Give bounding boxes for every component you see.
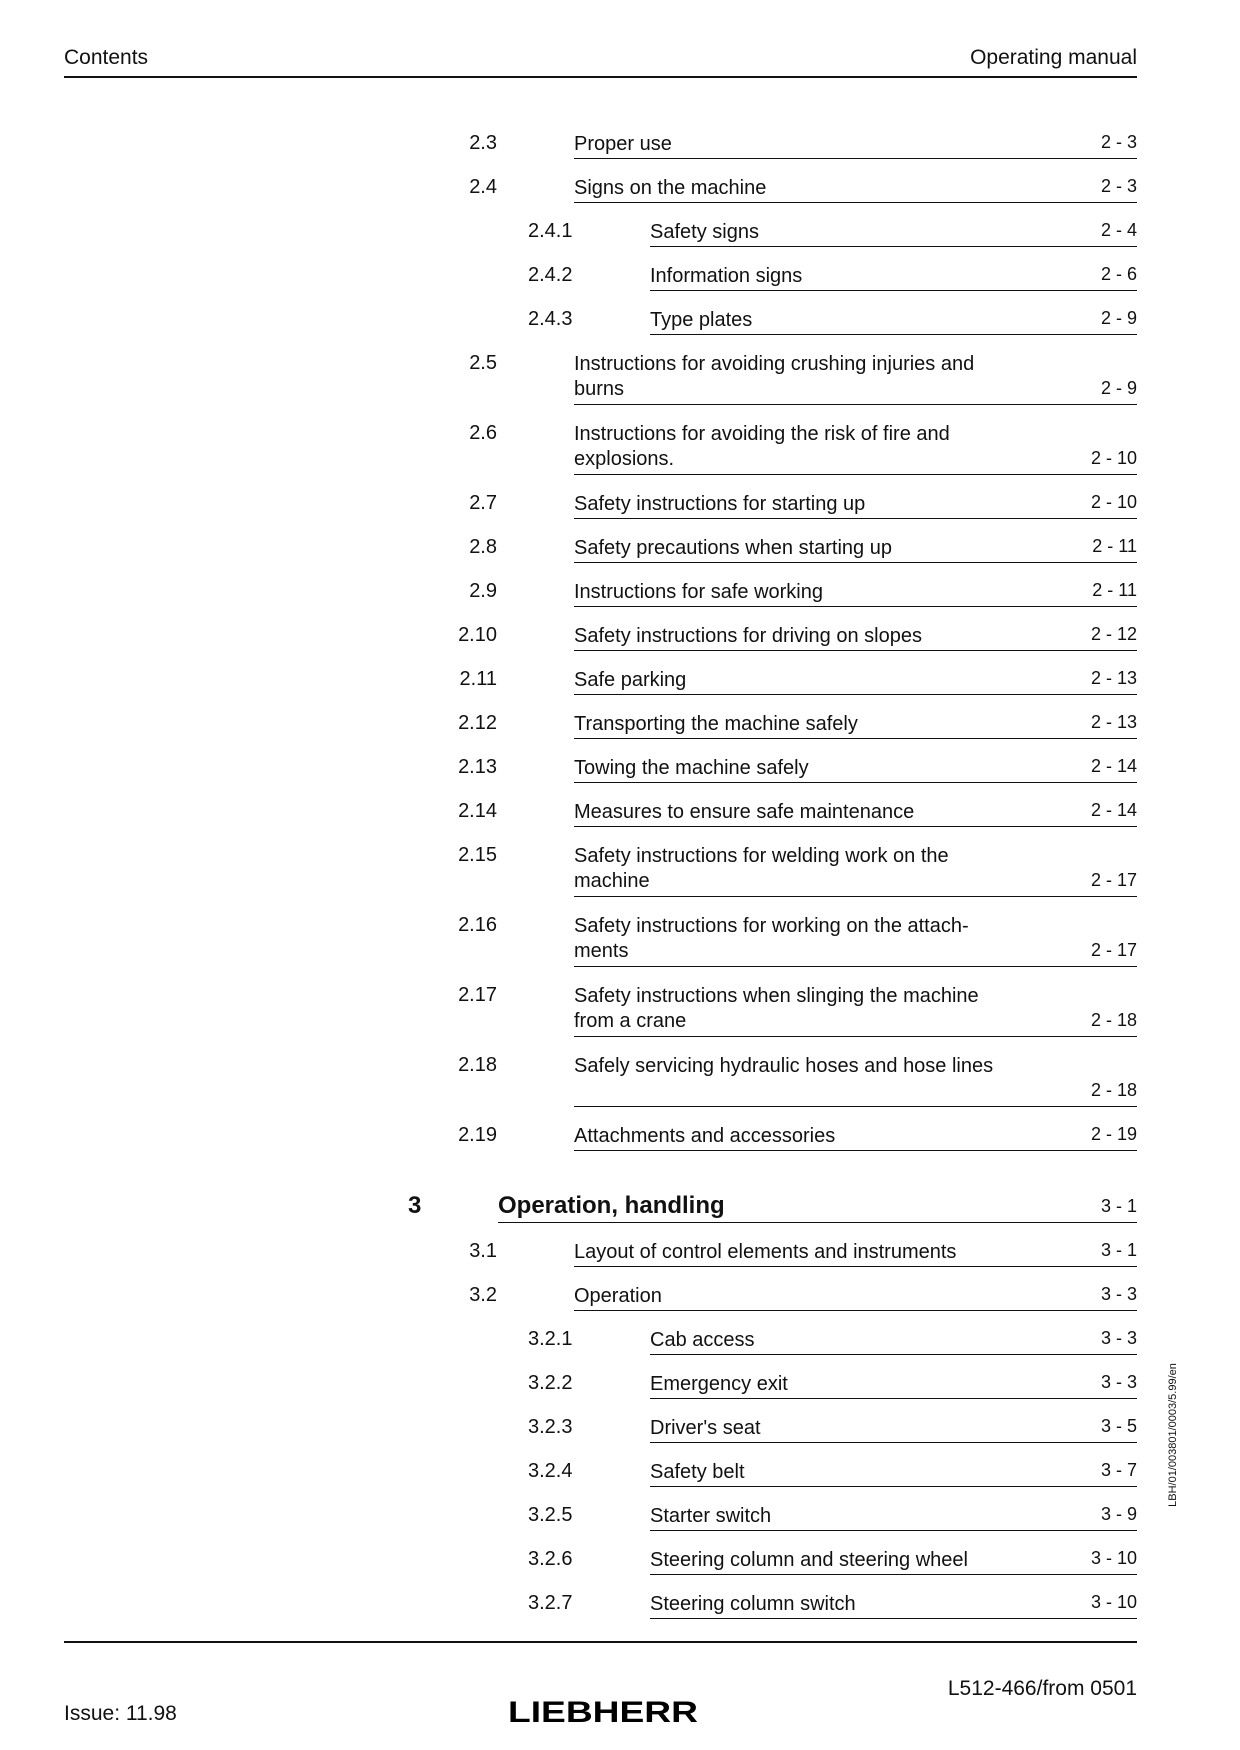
toc-entry-title-box — [574, 984, 1137, 1037]
toc-entry-title: Attachments and accessories — [574, 1125, 836, 1147]
toc-entry-number: 2.6 — [469, 422, 497, 444]
toc-entry-page: 3 - 7 — [1100, 1460, 1137, 1480]
issue-date: Issue: 11.98 — [64, 1702, 177, 1725]
toc-entry-title-box — [574, 1124, 1137, 1151]
toc-entry-number: 2.17 — [458, 984, 497, 1006]
header-document-type: Operating manual — [970, 46, 1137, 69]
toc-entry-title: Safety signs — [650, 221, 759, 243]
toc-entry-number: 2.4.3 — [528, 308, 573, 330]
toc-entry-number: 3.2.7 — [528, 1592, 573, 1614]
toc-entry-title-box — [650, 1416, 1137, 1443]
toc-entry-page: 2 - 13 — [1090, 712, 1137, 732]
toc-entry-number: 2.12 — [458, 712, 497, 734]
toc-entry-title-box — [574, 712, 1137, 739]
toc-entry-title: Safe parking — [574, 669, 687, 691]
toc-entry-title-box — [650, 308, 1137, 335]
toc-entry-title-box — [650, 1328, 1137, 1355]
toc-entry-number: 2.18 — [458, 1054, 497, 1076]
toc-entry-title: Safety instructions when slinging the machine from a crane — [574, 985, 979, 1032]
toc-entry-page: 2 - 13 — [1090, 668, 1137, 688]
toc-entry-number: 2.14 — [458, 800, 497, 822]
toc-entry-title-box — [574, 176, 1137, 203]
toc-entry-title: Emergency exit — [650, 1373, 788, 1395]
toc-entry-number: 3.2.3 — [528, 1416, 573, 1438]
toc-entry-title: Proper use — [574, 133, 672, 155]
toc-entry-page: 2 - 14 — [1090, 800, 1137, 820]
toc-entry-title-box — [574, 624, 1137, 651]
toc-entry-title: Safely servicing hydraulic hoses and hose lines — [574, 1055, 994, 1077]
toc-entry-title-box — [574, 756, 1137, 783]
toc-entry-page: 2 - 12 — [1090, 624, 1137, 644]
toc-entry-number: 3 — [408, 1192, 422, 1219]
toc-entry-page: 3 - 1 — [1100, 1196, 1137, 1216]
toc-entry-number: 2.3 — [469, 132, 497, 154]
page-header — [64, 46, 1137, 78]
toc-entry-title-box — [574, 536, 1137, 563]
toc-entry-page: 2 - 9 — [1100, 308, 1137, 328]
toc-entry-page: 3 - 3 — [1100, 1284, 1137, 1304]
toc-entry-page: 2 - 4 — [1100, 220, 1137, 240]
side-document-code: LBH/01/003801/0003/5.99/en — [1167, 1363, 1179, 1507]
toc-entry-title: Layout of control elements and instruments — [574, 1241, 957, 1263]
toc-entry-title: Instructions for safe working — [574, 581, 823, 603]
toc-entry-number: 3.2.5 — [528, 1504, 573, 1526]
header-section-title: Contents — [64, 46, 149, 69]
toc-entry-page: 3 - 3 — [1100, 1372, 1137, 1392]
toc-entry-title: Safety instructions for driving on slopes — [574, 625, 922, 647]
toc-entry-page: 2 - 3 — [1100, 132, 1137, 152]
toc-entry-page: 2 - 18 — [1090, 1080, 1137, 1100]
toc-entry-title-box — [650, 1460, 1137, 1487]
toc-entry-page: 3 - 10 — [1090, 1592, 1137, 1612]
toc-entry-title-box — [574, 422, 1137, 475]
toc-entry-title: Instructions for avoiding crushing injuries and burns — [574, 353, 975, 400]
toc-entry-title-box — [574, 1284, 1137, 1311]
footer-divider — [64, 1641, 1137, 1643]
toc-entry-number: 2.19 — [458, 1124, 497, 1146]
toc-entry-title-box — [574, 668, 1137, 695]
toc-entry-page: 2 - 9 — [1100, 378, 1137, 398]
toc-entry-title: Operation — [574, 1285, 662, 1307]
toc-entry-title-box — [574, 1240, 1137, 1267]
toc-entry-title: Safety belt — [650, 1461, 745, 1483]
toc-entry-number: 3.1 — [469, 1240, 497, 1262]
toc-entry-page: 3 - 3 — [1100, 1328, 1137, 1348]
toc-entry-page: 3 - 10 — [1090, 1548, 1137, 1568]
toc-entry-title-box — [574, 352, 1137, 405]
toc-entry-title: Information signs — [650, 265, 803, 287]
toc-entry-title: Measures to ensure safe maintenance — [574, 801, 915, 823]
toc-entry-title-box — [574, 844, 1137, 897]
toc-entry-number: 3.2.1 — [528, 1328, 573, 1350]
liebherr-logo — [506, 1696, 700, 1726]
toc-entry-title-box — [574, 492, 1137, 519]
toc-entry-number: 2.4 — [469, 176, 497, 198]
toc-entry-title: Operation, handling — [498, 1192, 725, 1219]
toc-entry-page: 2 - 14 — [1090, 756, 1137, 776]
toc-entry-page: 2 - 10 — [1090, 448, 1137, 468]
toc-entry-title: Starter switch — [650, 1505, 772, 1527]
toc-entry-number: 2.13 — [458, 756, 497, 778]
toc-entry-title: Transporting the machine safely — [574, 713, 858, 735]
toc-entry-title: Safety instructions for starting up — [574, 493, 866, 515]
toc-entry-title-box — [574, 800, 1137, 827]
toc-entry-title-box — [650, 1372, 1137, 1399]
toc-entry-title-box — [650, 264, 1137, 291]
toc-entry-number: 2.15 — [458, 844, 497, 866]
toc-entry-number: 3.2.4 — [528, 1460, 573, 1482]
toc-entry-number: 2.7 — [469, 492, 497, 514]
toc-entry-page: 2 - 10 — [1090, 492, 1137, 512]
toc-entry-title-box — [650, 1592, 1137, 1619]
toc-entry-number: 3.2.2 — [528, 1372, 573, 1394]
toc-entry-number: 2.16 — [458, 914, 497, 936]
toc-entry-title-box — [650, 1504, 1137, 1531]
toc-entry-title: Signs on the machine — [574, 177, 767, 199]
toc-entry-title: Towing the machine safely — [574, 757, 809, 779]
toc-entry-title: Type plates — [650, 309, 753, 331]
toc-entry-title-box — [574, 1054, 1137, 1107]
toc-entry-number: 3.2 — [469, 1284, 497, 1306]
toc-entry-page: 3 - 9 — [1100, 1504, 1137, 1524]
toc-entry-title: Instructions for avoiding the risk of fire and explosions. — [574, 423, 950, 470]
toc-entry-page: 2 - 6 — [1100, 264, 1137, 284]
toc-entry-title-box — [574, 580, 1137, 607]
toc-entry-number: 2.4.2 — [528, 264, 573, 286]
toc-entry-title: Safety instructions for working on the attach-ments — [574, 915, 969, 962]
document-id: L512-466/from 0501 — [947, 1677, 1137, 1700]
toc-entry-page: 3 - 5 — [1100, 1416, 1137, 1436]
toc-entry-title-box — [650, 220, 1137, 247]
toc-entry-title: Safety precautions when starting up — [574, 537, 892, 559]
toc-entry-title: Steering column switch — [650, 1593, 856, 1615]
svg-text:LIEBHERR: LIEBHERR — [508, 1696, 699, 1726]
toc-entry-page: 2 - 17 — [1090, 870, 1137, 890]
toc-entry-title-box — [574, 132, 1137, 159]
toc-entry-title-box — [498, 1192, 1137, 1223]
toc-entry-page: 2 - 17 — [1090, 940, 1137, 960]
toc-entry-page: 3 - 1 — [1100, 1240, 1137, 1260]
toc-entry-title-box — [574, 914, 1137, 967]
toc-entry-page: 2 - 11 — [1092, 580, 1137, 600]
toc-entry-number: 3.2.6 — [528, 1548, 573, 1570]
toc-entry-title: Safety instructions for welding work on the machine — [574, 845, 949, 892]
toc-entry-page: 2 - 18 — [1090, 1010, 1137, 1030]
toc-entry-number: 2.9 — [469, 580, 497, 602]
toc-entry-title: Steering column and steering wheel — [650, 1549, 968, 1571]
toc-entry-number: 2.11 — [459, 668, 497, 690]
toc-entry-page: 2 - 11 — [1092, 536, 1137, 556]
toc-entry-page: 2 - 3 — [1100, 176, 1137, 196]
toc-entry-number: 2.8 — [469, 536, 497, 558]
toc-entry-title: Cab access — [650, 1329, 755, 1351]
toc-entry-number: 2.10 — [458, 624, 497, 646]
toc-entry-title: Driver's seat — [650, 1417, 761, 1439]
toc-entry-page: 2 - 19 — [1090, 1124, 1137, 1144]
toc-entry-number: 2.4.1 — [528, 220, 573, 242]
toc-entry-title-box — [650, 1548, 1137, 1575]
toc-entry-number: 2.5 — [469, 352, 497, 374]
